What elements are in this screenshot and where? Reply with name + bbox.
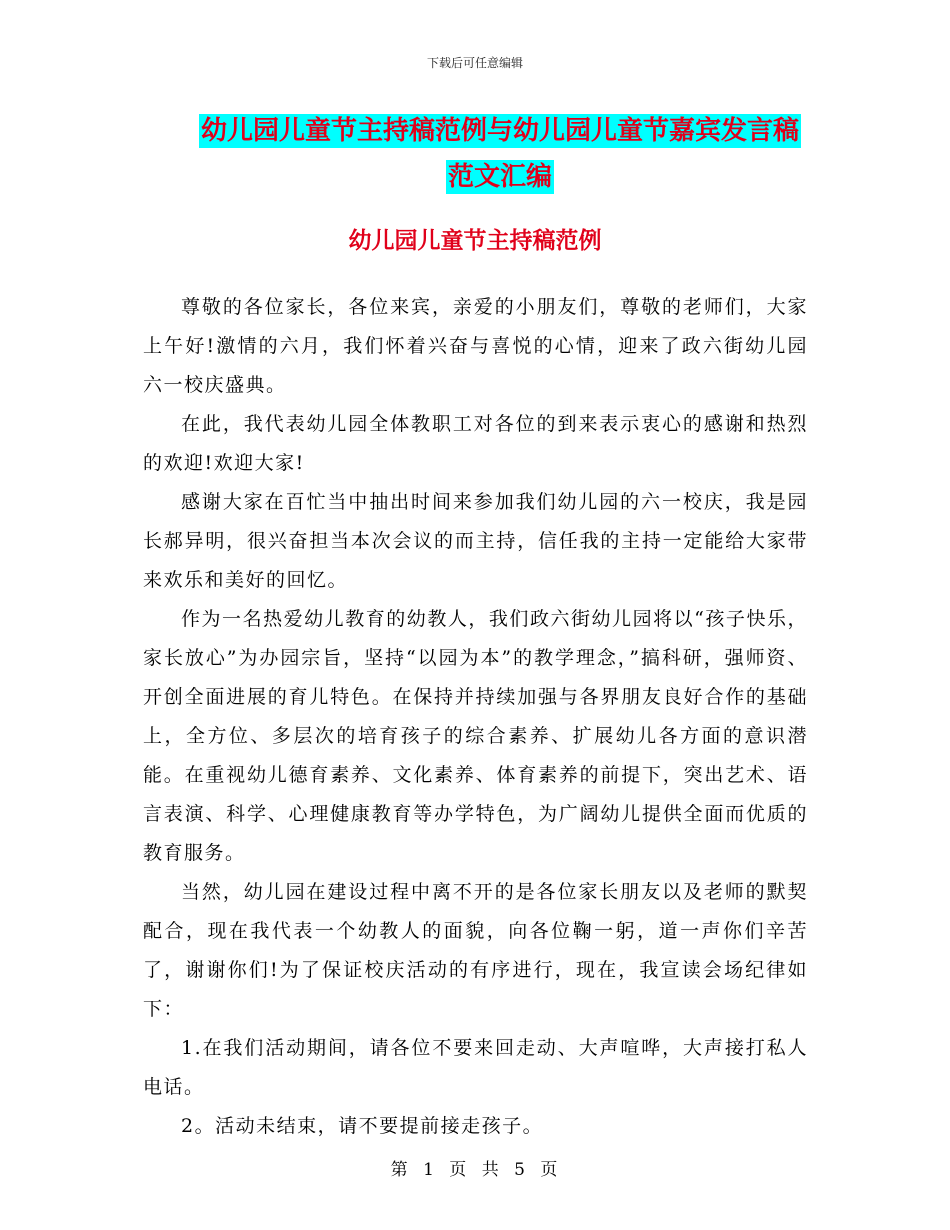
- page-footer: [0, 1155, 950, 1180]
- section-title: 幼儿园儿童节主持稿范例: [348, 228, 602, 254]
- document-body: [143, 288, 808, 1146]
- paragraph-thanks: 感谢大家在百忙当中抽出时间来参加我们幼儿园的六一校庆，我是园长郝异明，很兴奋担当本次会议的而主持，信任我的主持一定能给大家带来欢乐和美好的回忆。: [143, 491, 808, 591]
- header-note: 下载后可任意编辑: [426, 56, 523, 70]
- paragraph-greeting: 尊敬的各位家长，各位来宾，亲爱的小朋友们，尊敬的老师们，大家上午好!激情的六月，我们怀着兴奋与喜悦的心情，迎来了政六街幼儿园六一校庆盛典。: [143, 296, 808, 396]
- paragraph-rules-intro: 当然，幼儿园在建设过程中离不开的是各位家长朋友以及老师的默契配合，现在我代表一个幼教人的面貌，向各位鞠一躬，道一声你们辛苦了，谢谢你们!为了保证校庆活动的有序进行，现在，我宣读会场纪律如下：: [143, 881, 808, 1020]
- footer-suffix: 页: [540, 1160, 560, 1180]
- footer-page-word: 页: [449, 1160, 469, 1180]
- document-title-line1: 幼儿园儿童节主持稿范例与幼儿园儿童节嘉宾发言稿: [200, 116, 799, 146]
- footer-total-pages: 5: [514, 1160, 527, 1180]
- footer-prefix: 第: [390, 1160, 410, 1180]
- paragraph-welcome: 在此，我代表幼儿园全体教职工对各位的到来表示衷心的感谢和热烈的欢迎!欢迎大家!: [143, 413, 808, 474]
- footer-current-page: 1: [423, 1160, 436, 1180]
- footer-total-word: 共: [481, 1160, 501, 1180]
- paragraph-rule-1: 1.在我们活动期间，请各位不要来回走动、大声喧哗，大声接打私人电话。: [143, 1037, 808, 1098]
- document-title: [175, 108, 825, 200]
- document-title-line2: 范文汇编: [447, 162, 552, 192]
- paragraph-mission: 作为一名热爱幼儿教育的幼教人，我们政六街幼儿园将以“孩子快乐，家长放心”为办园宗旨，坚持“以园为本”的教学理念，”搞科研，强师资、开创全面进展的育儿特色。在保持并持续加强与各界朋友良好合作的基础上，全方位、多层次的培育孩子的综合素养、扩展幼儿各方面的意识潜能。在重视幼儿德育素养、文化素养、体育素养的前提下，突出艺术、语言表演、科学、心理健康教育等办学特色，为广阔幼儿提供全面而优质的教育服务。: [143, 608, 808, 864]
- paragraph-rule-2: 2。活动未结束，请不要提前接走孩子。: [181, 1115, 544, 1137]
